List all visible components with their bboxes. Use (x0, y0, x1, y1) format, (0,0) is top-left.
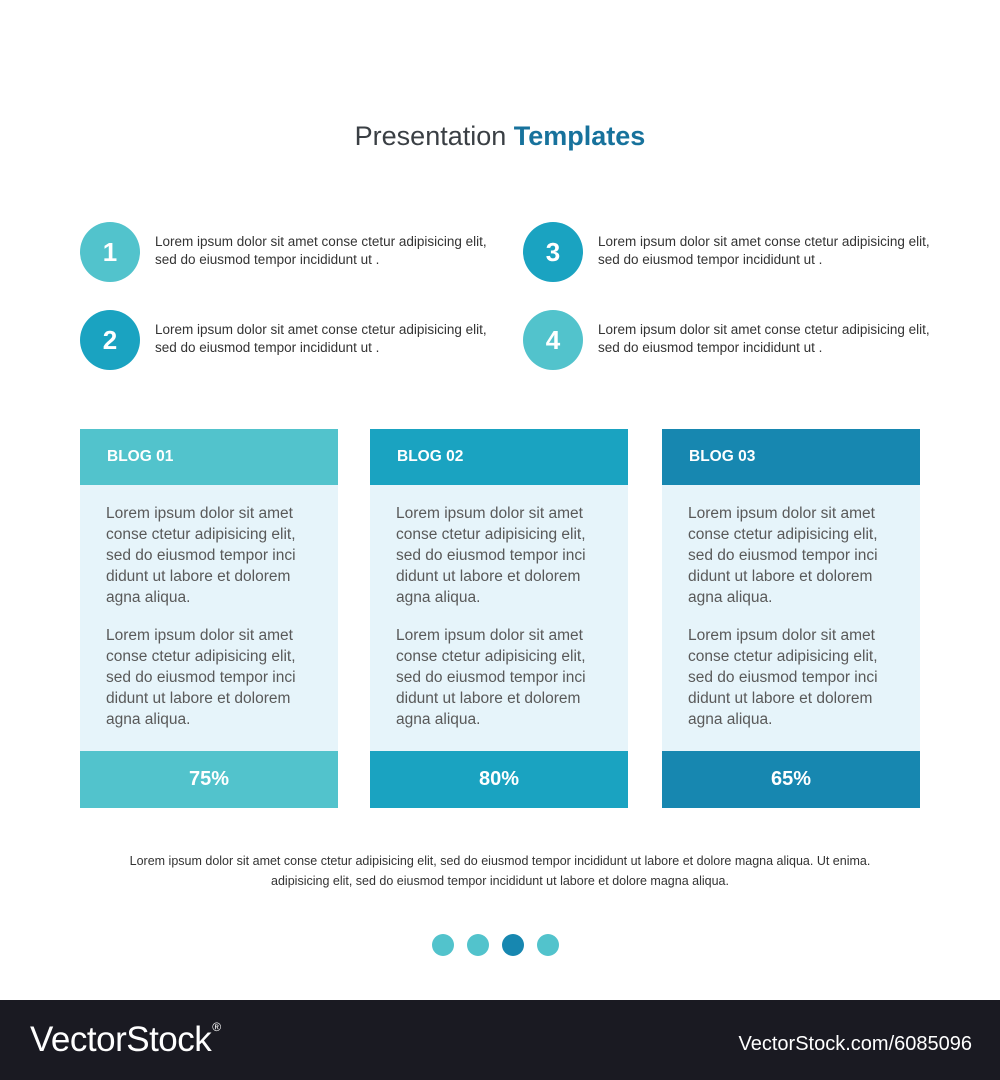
number-circle (80, 310, 140, 370)
card-title: BLOG 02 (397, 448, 464, 465)
pagination-dots (432, 934, 559, 956)
pagination-dot-3[interactable] (502, 934, 524, 956)
number-circle (523, 222, 583, 282)
point-number: 2 (102, 324, 118, 355)
card-title: BLOG 03 (689, 448, 756, 465)
card-paragraph: Lorem ipsum dolor sit amet conse ctetur adipisicing elit, sed do eiusmod tempor inci didunt ut labore et dolorem agna aliqua. (688, 505, 878, 606)
number-circle (523, 310, 583, 370)
point-item-4 (523, 310, 943, 370)
card-footer (662, 751, 920, 808)
point-number: 1 (102, 236, 118, 267)
point-item-2 (80, 310, 500, 370)
point-text: Lorem ipsum dolor sit amet conse ctetur adipisicing elit, sed do eiusmod tempor incididunt ut . (155, 321, 487, 355)
blog-card-1 (80, 429, 338, 808)
card-body (662, 485, 920, 730)
footer-text (40, 852, 960, 891)
card-percent: 80% (478, 768, 520, 790)
card-paragraph: Lorem ipsum dolor sit amet conse ctetur adipisicing elit, sed do eiusmod tempor inci didunt ut labore et dolorem agna aliqua. (688, 627, 878, 728)
card-paragraph: Lorem ipsum dolor sit amet conse ctetur adipisicing elit, sed do eiusmod tempor inci didunt ut labore et dolorem agna aliqua. (106, 627, 296, 728)
point-item-3 (523, 222, 943, 282)
card-footer (80, 751, 338, 808)
number-circle (80, 222, 140, 282)
card-paragraph: Lorem ipsum dolor sit amet conse ctetur adipisicing elit, sed do eiusmod tempor inci didunt ut labore et dolorem agna aliqua. (396, 505, 586, 606)
card-percent: 75% (188, 768, 230, 790)
point-text: Lorem ipsum dolor sit amet conse ctetur adipisicing elit, sed do eiusmod tempor incididunt ut . (598, 233, 930, 267)
pagination-dot-2[interactable] (467, 934, 489, 956)
card-title: BLOG 01 (107, 448, 174, 465)
registered-mark: ® (212, 1020, 221, 1034)
blog-card-3 (662, 429, 920, 808)
point-number: 3 (545, 236, 561, 267)
card-paragraph: Lorem ipsum dolor sit amet conse ctetur adipisicing elit, sed do eiusmod tempor inci didunt ut labore et dolorem agna aliqua. (396, 627, 586, 728)
watermark-url: VectorStock.com/6085096 (738, 1033, 972, 1055)
point-item-1 (80, 222, 500, 282)
card-header (370, 429, 628, 485)
point-text: Lorem ipsum dolor sit amet conse ctetur adipisicing elit, sed do eiusmod tempor incididunt ut . (598, 321, 930, 355)
pagination-dot-4[interactable] (537, 934, 559, 956)
watermark-logo (30, 1020, 221, 1060)
watermark-logo-text: VectorStock (30, 1020, 212, 1059)
page-title (0, 121, 1000, 152)
footer-line-1: Lorem ipsum dolor sit amet conse ctetur adipisicing elit, sed do eiusmod tempor incididunt ut labore et dolore magna aliqua. Ut enima. (129, 854, 871, 868)
point-number: 4 (545, 324, 561, 355)
card-body (80, 485, 338, 730)
card-header (80, 429, 338, 485)
card-footer (370, 751, 628, 808)
pagination-dot-1[interactable] (432, 934, 454, 956)
watermark-bar (0, 1000, 1000, 1080)
card-paragraph: Lorem ipsum dolor sit amet conse ctetur adipisicing elit, sed do eiusmod tempor inci didunt ut labore et dolorem agna aliqua. (106, 505, 296, 606)
card-header (662, 429, 920, 485)
footer-line-2: adipisicing elit, sed do eiusmod tempor incididunt ut labore et dolore magna aliqua. (271, 873, 729, 888)
title-regular: Presentation (354, 121, 507, 151)
card-percent: 65% (770, 768, 812, 790)
title-bold: Templates (513, 121, 646, 151)
blog-card-2 (370, 429, 628, 808)
card-body (370, 485, 628, 730)
point-text: Lorem ipsum dolor sit amet conse ctetur adipisicing elit, sed do eiusmod tempor incididunt ut . (155, 233, 487, 267)
